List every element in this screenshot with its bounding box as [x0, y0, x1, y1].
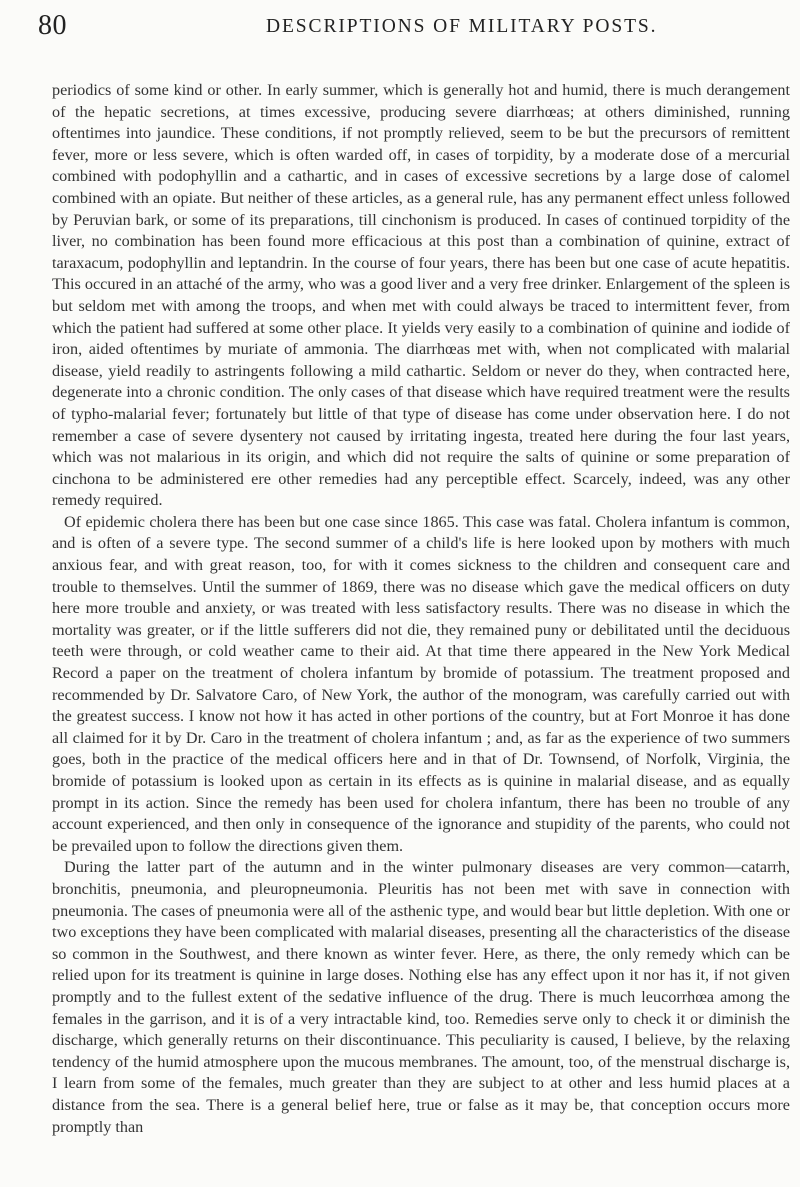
- paragraph-pulmonary-diseases: During the latter part of the autumn and in the winter pulmonary diseases are very common—catarrh, bronchitis, pneumonia, and pleuropneumonia. Pleuritis has not been met with save in connection with pneumonia. The cases of pneumonia were all of the asthenic type, and would bear but little depletion. With one or two exceptions they have been complicated with malarial diseases, presenting all the characteristics of the disease so common in the Southwest, and there known as winter fever. Here, as there, the only remedy which can be relied upon for its treatment is quinine in large doses. Nothing else has any effect upon it nor has it, if not given promptly and to the fullest extent of the sedative influence of the drug. There is much leucorrhœa among the females in the garrison, and it is of a very intractable kind, too. Remedies serve only to check it or diminish the discharge, which generally returns on their discontinuance. This peculiarity is caused, I believe, by the relaxing tendency of the humid atmosphere upon the mucous membranes. The amount, too, of the menstrual discharge is, I learn from some of the females, much greater than they are subject to at other and less humid places at a distance from the sea. There is a general belief here, true or false as it may be, that conception occurs more promptly than: [52, 858, 790, 1136]
- paragraph-liver-and-diarrhoea: periodics of some kind or other. In early summer, which is generally hot and humid, there is much derangement of the hepatic secretions, at times excessive, producing severe diarrhœas; at others diminished, running oftentimes into jaundice. These conditions, if not promptly relieved, seem to be but the precursors of remittent fever, more or less severe, which is often warded off, in cases of torpidity, by a moderate dose of a mercurial combined with podophyllin and a cathartic, and in cases of excessive secretions by a large dose of calomel combined with an opiate. But neither of these articles, as a general rule, has any permanent effect unless followed by Peruvian bark, or some of its preparations, till cinchonism is produced. In cases of continued torpidity of the liver, no combination has been found more efficacious at this post than a combination of quinine, extract of taraxacum, podophyllin and leptandrin. In the course of four years, there has been but one case of acute hepatitis. This occured in an attaché of the army, who was a good liver and a very free drinker. Enlargement of the spleen is but seldom met with among the troops, and when met with could always be traced to intermittent fever, from which the patient had suffered at some other place. It yields very easily to a combination of quinine and iodide of iron, aided oftentimes by muriate of ammonia. The diarrhœas met with, when not complicated with malarial disease, yield readily to astringents following a mild cathartic. Seldom or never do they, when contracted here, degenerate into a chronic condition. The only cases of that disease which have required treatment were the results of typho-malarial fever; fortunately but little of that type of disease has come under observation here. I do not remember a case of severe dysentery not caused by irritating ingesta, treated here during the four last years, which was not malarious in its origin, and which did not require the salts of quinine or some preparation of cinchona to be administered ere other remedies had any perceptible effect. Scarcely, indeed, was any other remedy required.: [52, 81, 790, 510]
- page-header: [38, 10, 768, 46]
- body-text: [52, 80, 790, 1180]
- running-title: DESCRIPTIONS OF MILITARY POSTS.: [266, 16, 658, 37]
- page-number: 80: [38, 10, 67, 41]
- paragraph-cholera: Of epidemic cholera there has been but one case since 1865. This case was fatal. Cholera infantum is common, and is often of a severe type. The second summer of a child's life is here looked upon by mothers with much anxious fear, and with great reason, too, for with it comes sickness to the children and consequent care and trouble to themselves. Until the summer of 1869, there was no disease which gave the medical officers on duty here more trouble and anxiety, or was treated with less satisfactory results. There was no disease in which the mortality was greater, or if the little sufferers did not die, they remained puny or debilitated until the deciduous teeth were through, or cold weather came to their aid. At that time there appeared in the New York Medical Record a paper on the treatment of cholera infantum by bromide of potassium. The treatment proposed and recommended by Dr. Salvatore Caro, of New York, the author of the monogram, was carefully carried out with the greatest success. I know not how it has acted in other portions of the country, but at Fort Monroe it has done all claimed for it by Dr. Caro in the treatment of cholera infantum ; and, as far as the experience of two summers goes, both in the practice of the medical officers here and in that of Dr. Townsend, of Norfolk, Virginia, the bromide of potassium is looked upon as certain in its effects as is quinine in malarial disease, and as equally prompt in its action. Since the remedy has been used for cholera infantum, there has been no trouble of any account experienced, and then only in consequence of the ignorance and stupidity of the parents, who could not be prevailed upon to follow the directions given them.: [52, 512, 790, 855]
